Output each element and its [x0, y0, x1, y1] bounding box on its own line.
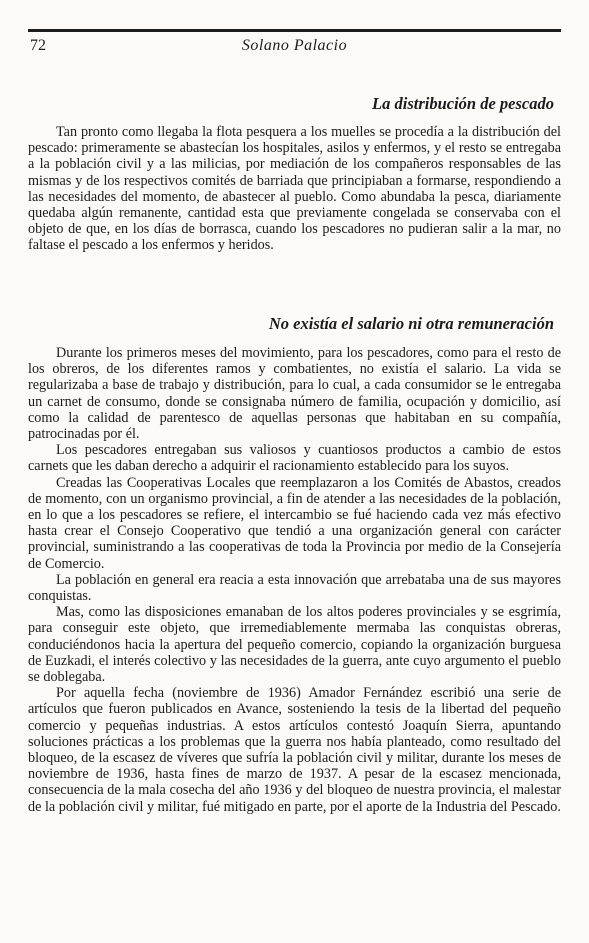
paragraph: Tan pronto como llegaba la flota pesquera a los muelles se procedía a la distribución del pescado: primeramente se abastecían los hospitales, asilos y enfermos, y el resto se entregaba a la población civil y a las milicias, por mediación de los compañeros responsables de las mismas y de los respectivos comités de barriada que principiaban a formarse, respondiendo a las necesidades del momento, de abastecer al pueblo. Como abundaba la pesca, diariamente quedaba algún remanente, cantidad esta que previamente congelada se conservaba con el objeto de que, en los días de borrasca, cuando los pescadores no pudieran salir a la mar, no faltase el pescado a los enfermos y heridos.: [28, 124, 561, 254]
header-rule: [28, 29, 561, 32]
section-title-distribucion: La distribución de pescado: [372, 94, 554, 113]
section-body-distribucion: [28, 124, 561, 254]
page-number: 72: [30, 37, 46, 54]
paragraph: Los pescadores entregaban sus valiosos y cuantiosos productos a cambio de estos carnets que les daban derecho a adquirir el racionamiento establecido para los suyos.: [28, 442, 561, 475]
paragraph: La población en general era reacia a esta innovación que arrebataba una de sus mayores conquistas.: [28, 571, 561, 605]
section-body-salario: [28, 345, 561, 815]
paragraph: Durante los primeros meses del movimiento, para los pescadores, como para el resto de los obreros, de los diferentes ramos y combatientes, no existía el salario. La vida se regularizaba a base de trabajo y distribución, para lo cual, a cada consumidor se le entregaba un carnet de consumo, donde se consignaba número de familia, ocupación y domicilio, así como la calidad de parentesco de aquellas personas que habitaban en su compañía, patrocinadas por él.: [28, 345, 561, 443]
paragraph: Por aquella fecha (noviembre de 1936) Amador Fernández escribió una serie de artículos que fueron publicados en Avance, sosteniendo la tesis de la libertad del pequeño comercio y pequeñas industrias. A estos artículos contestó Joaquín Sierra, apuntando soluciones prácticas a los problemas que la guerra nos había planteado, como resultado del bloqueo, de la escasez de víveres que sufría la población civil y militar, durante los meses de noviembre de 1936, hasta fines de marzo de 1937. A pesar de la escasez mencionada, consecuencia de la mala cosecha del año 1936 y del bloqueo de nuestra provincia, el malestar de la población civil y militar, fué mitigado en parte, por el aporte de la Industria del Pescado.: [28, 685, 561, 815]
paragraph: Creadas las Cooperativas Locales que reemplazaron a los Comités de Abastos, creados de momento, con un organismo provincial, a fin de atender a las necesidades de la población, en lo que a los pescadores se refiere, el intercambio se fué haciendo cada vez más efectivo hasta crear el Consejo Cooperativo que tendió a una organización general con carácter provincial, suministrando a las cooperativas de toda la Provincia por medio de la Consejería de Comercio.: [28, 474, 561, 572]
paragraph: Mas, como las disposiciones emanaban de los altos poderes provinciales y se esgrimía, para conseguir este objeto, que irremediablemente mermaba las conquistas obreras, conduciéndonos hacia la apertura del pequeño comercio, copiando la organización burguesa de Euzkadi, el interés colectivo y las necesidades de la guerra, ante cuyo argumento el pueblo se doblegaba.: [28, 604, 561, 686]
section-title-salario: No existía el salario ni otra remuneración: [268, 314, 554, 333]
running-title: Solano Palacio: [241, 37, 348, 54]
